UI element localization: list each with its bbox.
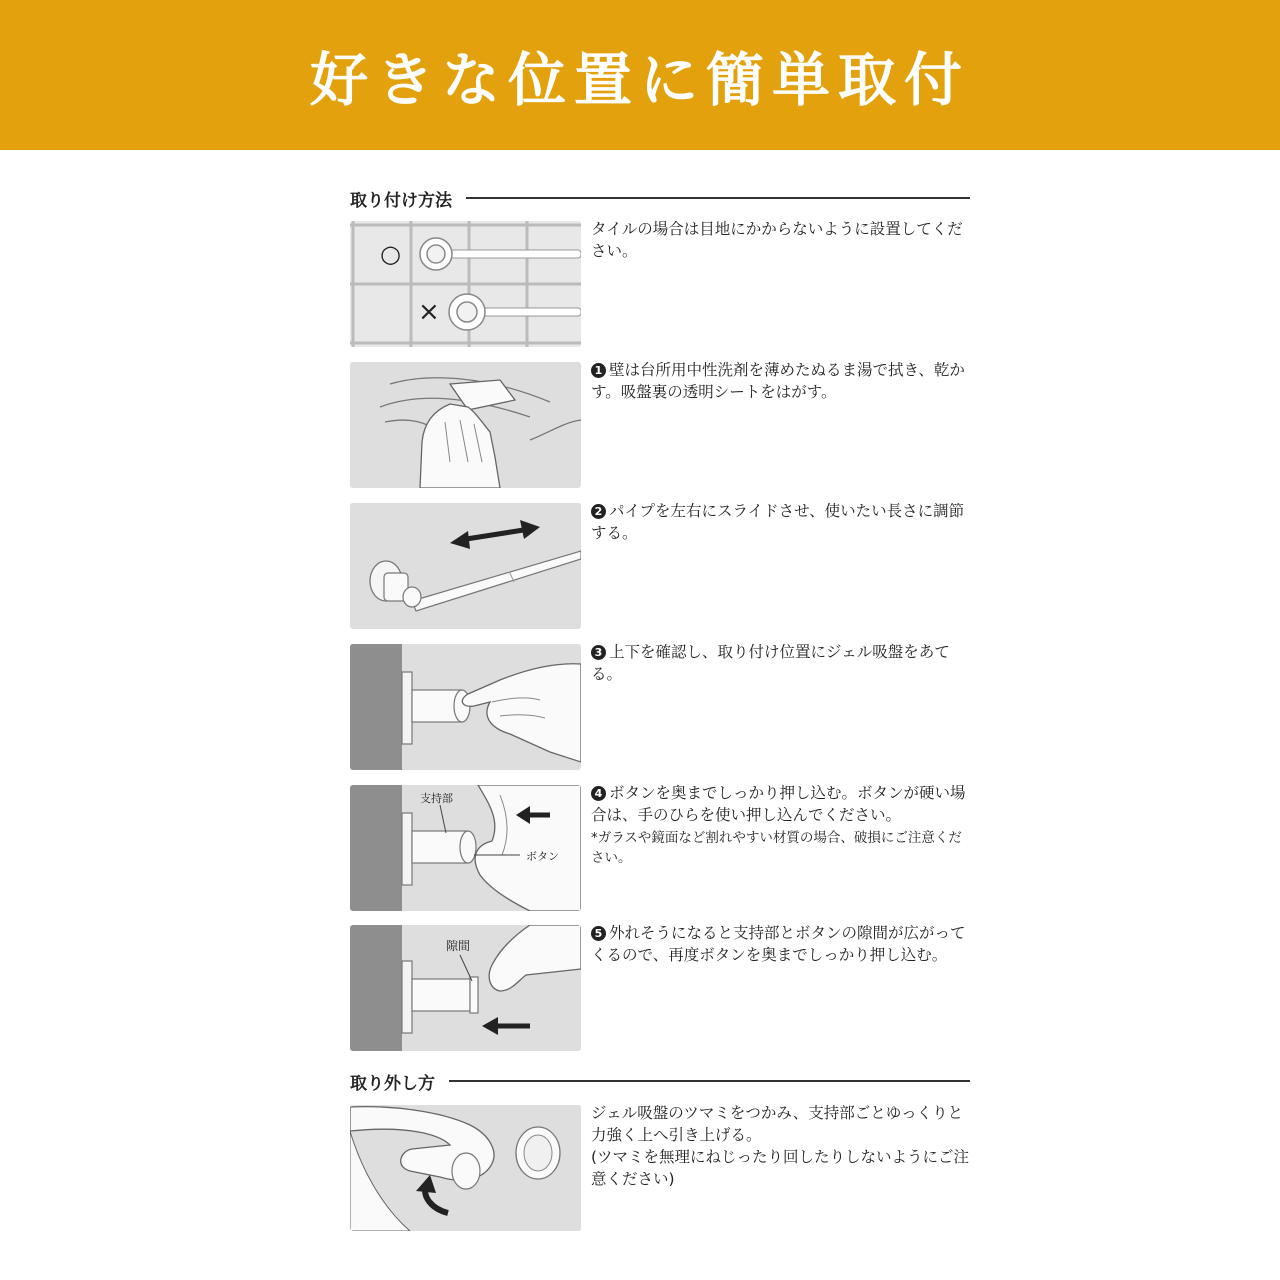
tile-illustration [350,221,581,347]
removal-note: (ツマミを無理にねじったり回したりしないようにご注意ください) [591,1148,970,1188]
support-label: 支持部 [420,792,453,805]
step4-body: ボタンを奥までしっかり押し込む。ボタンが硬い場合は、手のひらを使い押し込んでください。 [591,784,966,824]
step4-number: 4 [591,786,606,801]
ok-mark: ○ [380,240,401,268]
step2-text [591,500,975,544]
step4-note: *ガラスや鏡面など割れやすい材質の場合、破損にご注意ください。 [591,830,962,866]
step1-body: 壁は台所用中性洗剤を薄めたぬるま湯で拭き、乾かす。吸盤裏の透明シートをはがす。 [591,361,965,401]
step5-number: 5 [591,926,606,941]
step5-body: 外れそうになると支持部とボタンの隙間が広がってくるので、再度ボタンを奥までしっかり押し込む。 [591,924,966,964]
step4-illustration [350,785,581,911]
ng-mark: × [418,297,440,327]
step2-illustration [350,503,581,629]
step3-text [591,641,975,685]
step1-text [591,359,975,403]
step2-number: 2 [591,504,606,519]
install-heading-label: 取り付け方法 [350,190,452,211]
step1-number: 1 [591,363,606,378]
removal-illustration [350,1105,581,1231]
button-label: ボタン [526,850,559,863]
step3-body: 上下を確認し、取り付け位置にジェル吸盤をあてる。 [591,643,950,683]
step2-body: パイプを左右にスライドさせ、使いたい長さに調節する。 [591,502,965,542]
install-section-heading [350,186,970,210]
step5-illustration [350,925,581,1051]
heading-divider [466,197,970,199]
step1-illustration [350,362,581,488]
tile-note-text: タイルの場合は目地にかからないように設置してください。 [591,220,963,260]
step3-number: 3 [591,645,606,660]
step5-text [591,922,975,966]
header-banner [0,0,1280,150]
tile-note [591,218,975,262]
gap-label: 隙間 [446,939,471,953]
step3-illustration [350,644,581,770]
removal-body: ジェル吸盤のツマミをつかみ、支持部ごとゆっくりと力強く上へ引き上げる。 [591,1104,964,1144]
removal-section-heading [350,1069,970,1093]
removal-text [591,1102,975,1190]
heading-divider [449,1080,970,1082]
step4-text [591,782,975,868]
removal-heading-label: 取り外し方 [350,1073,435,1094]
banner-title: 好きな位置に簡単取付 [309,46,970,114]
